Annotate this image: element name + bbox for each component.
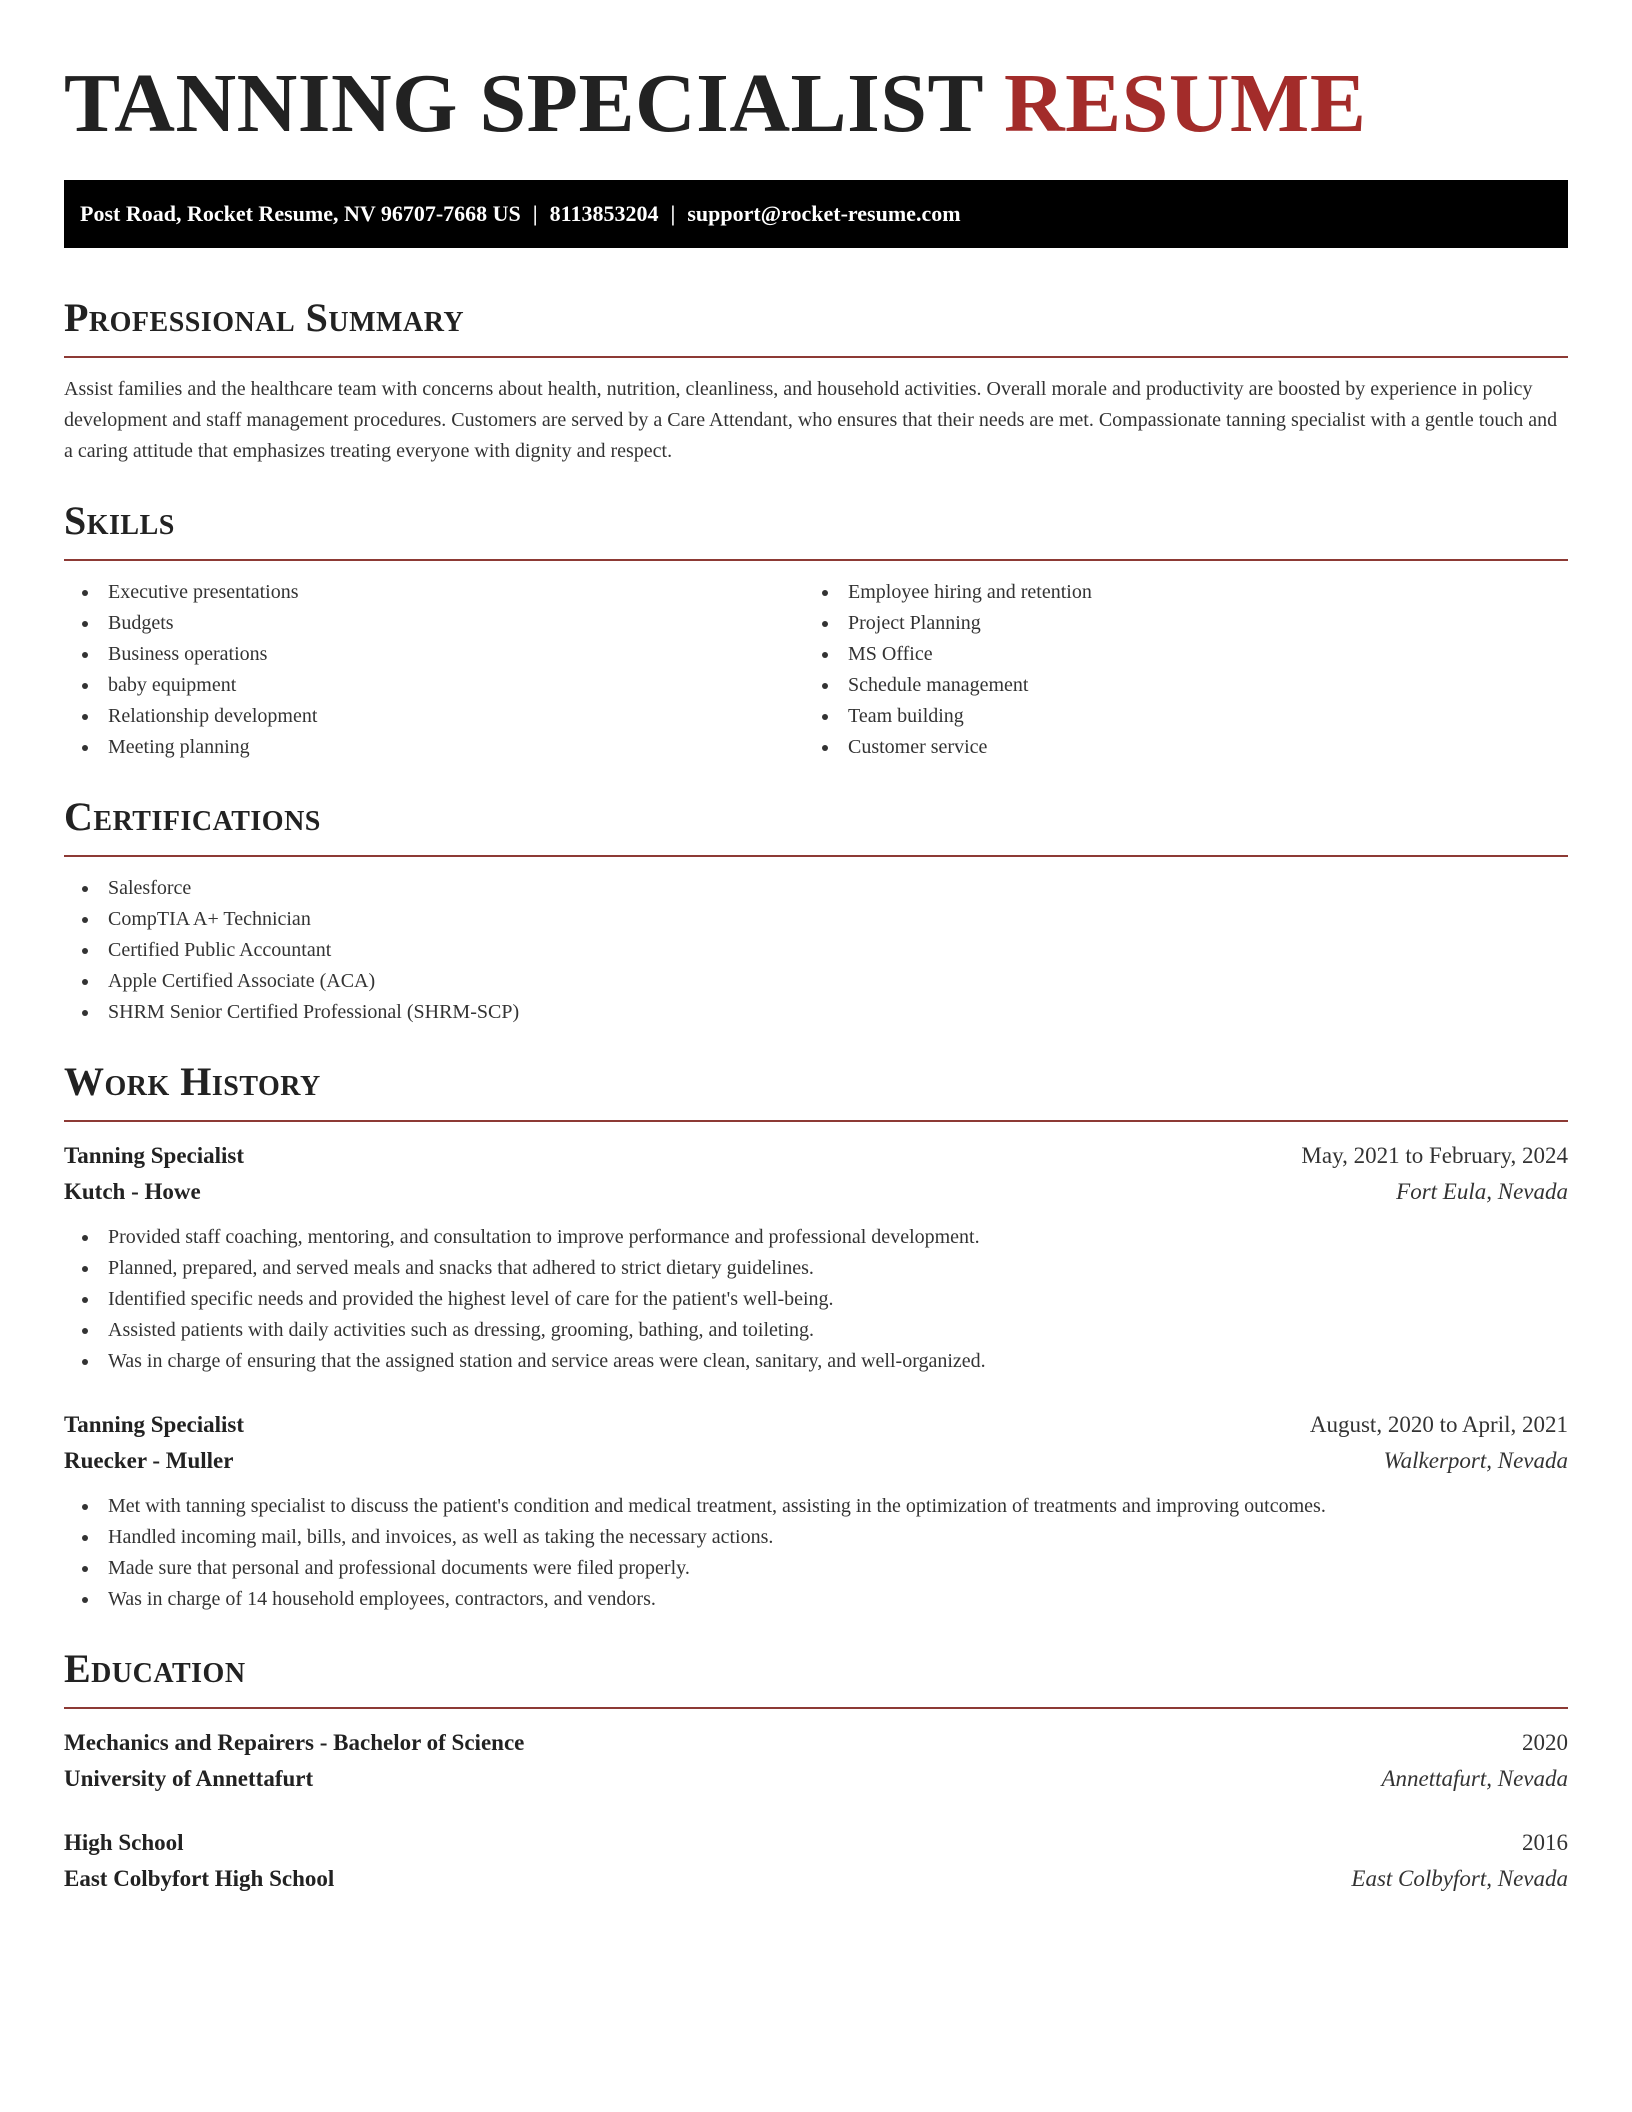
education-heading: Education (64, 1646, 246, 1691)
job-duty: Met with tanning specialist to discuss the patient's condition and medical treatment, assisting in the optimization of treatments and improving outcomes. (64, 1491, 1568, 1522)
certification-item: Apple Certified Associate (ACA) (64, 966, 1568, 997)
title-accent: RESUME (1003, 57, 1367, 150)
job-duty: Handled incoming mail, bills, and invoices, as well as taking the necessary actions. (64, 1522, 1568, 1553)
job-title: Tanning Specialist (64, 1143, 245, 1168)
contact-separator: | (670, 201, 676, 226)
work-history-section (64, 1058, 1568, 1615)
resume-title (64, 56, 1568, 152)
job-duty: Assisted patients with daily activities such as dressing, grooming, bathing, and toileting. (64, 1315, 1568, 1346)
skill-item: baby equipment (64, 670, 804, 701)
skill-item: Schedule management (804, 670, 1544, 701)
education-degree: Mechanics and Repairers - Bachelor of Science (64, 1730, 525, 1755)
contact-bar (64, 180, 1568, 248)
skill-item: Meeting planning (64, 732, 804, 763)
job-duty: Provided staff coaching, mentoring, and consultation to improve performance and professional development. (64, 1222, 1568, 1253)
education-degree-row (64, 1825, 1568, 1861)
work-history-heading: Work History (64, 1059, 321, 1104)
certification-item: SHRM Senior Certified Professional (SHRM-SCP) (64, 997, 1568, 1028)
job-entry (64, 1407, 1568, 1615)
education-school-row (64, 1761, 1568, 1797)
education-location: Annettafurt, Nevada (1381, 1766, 1568, 1791)
resume-page (64, 0, 1568, 1897)
education-entry (64, 1725, 1568, 1797)
education-entry (64, 1825, 1568, 1897)
job-dates: May, 2021 to February, 2024 (1301, 1143, 1568, 1168)
certification-item: CompTIA A+ Technician (64, 904, 1568, 935)
certifications-heading: Certifications (64, 794, 321, 839)
job-location: Walkerport, Nevada (1383, 1448, 1568, 1473)
education-location: East Colbyfort, Nevada (1351, 1866, 1568, 1891)
skills-list-right (804, 577, 1544, 763)
education-section (64, 1645, 1568, 1897)
skills-list-left (64, 577, 804, 763)
title-main: TANNING SPECIALIST (64, 57, 983, 150)
education-degree-row (64, 1725, 1568, 1761)
education-school: East Colbyfort High School (64, 1866, 335, 1891)
job-duty: Was in charge of ensuring that the assigned station and service areas were clean, sanitary, and well-organized. (64, 1346, 1568, 1377)
contact-address: Post Road, Rocket Resume, NV 96707-7668 US (80, 201, 521, 226)
job-duty: Planned, prepared, and served meals and snacks that adhered to strict dietary guidelines. (64, 1253, 1568, 1284)
certifications-list (64, 873, 1568, 1028)
job-header-row (64, 1407, 1568, 1443)
summary-section (64, 294, 1568, 467)
education-degree: High School (64, 1830, 184, 1855)
skill-item: Customer service (804, 732, 1544, 763)
summary-heading: Professional Summary (64, 295, 465, 340)
skill-item: Project Planning (804, 608, 1544, 639)
skill-item: Business operations (64, 639, 804, 670)
skill-item: Executive presentations (64, 577, 804, 608)
job-company-row (64, 1174, 1568, 1210)
skills-section (64, 497, 1568, 763)
job-company: Kutch - Howe (64, 1179, 201, 1204)
job-company-row (64, 1443, 1568, 1479)
job-duties-list (64, 1491, 1568, 1615)
job-entry (64, 1138, 1568, 1377)
education-school: University of Annettafurt (64, 1766, 314, 1791)
section-divider (64, 1707, 1568, 1709)
job-company: Ruecker - Muller (64, 1448, 234, 1473)
education-year: 2016 (1522, 1830, 1568, 1855)
job-title: Tanning Specialist (64, 1412, 245, 1437)
skills-columns (64, 561, 1568, 763)
skill-item: Relationship development (64, 701, 804, 732)
summary-text: Assist families and the healthcare team with concerns about health, nutrition, cleanliness, and household activities. Overall morale and productivity are boosted by experience in policy development and staff management procedures. Customers are served by a Care Attendant, who ensures that their needs are met. Compassionate tanning specialist with a gentle touch and a caring attitude that emphasizes treating everyone with dignity and respect. (64, 378, 1558, 462)
skill-item: Employee hiring and retention (804, 577, 1544, 608)
contact-phone: 8113853204 (549, 201, 659, 226)
contact-separator: | (532, 201, 538, 226)
section-divider (64, 356, 1568, 358)
education-school-row (64, 1861, 1568, 1897)
skills-heading: Skills (64, 498, 175, 543)
job-duties-list (64, 1222, 1568, 1377)
job-duty: Identified specific needs and provided the highest level of care for the patient's well-being. (64, 1284, 1568, 1315)
certification-item: Certified Public Accountant (64, 935, 1568, 966)
job-duty: Was in charge of 14 household employees, contractors, and vendors. (64, 1584, 1568, 1615)
section-divider (64, 1120, 1568, 1122)
skill-item: Team building (804, 701, 1544, 732)
certification-item: Salesforce (64, 873, 1568, 904)
education-year: 2020 (1522, 1730, 1568, 1755)
section-divider (64, 855, 1568, 857)
job-location: Fort Eula, Nevada (1396, 1179, 1568, 1204)
job-dates: August, 2020 to April, 2021 (1309, 1412, 1568, 1437)
job-header-row (64, 1138, 1568, 1174)
skill-item: MS Office (804, 639, 1544, 670)
certifications-section (64, 793, 1568, 1028)
job-duty: Made sure that personal and professional documents were filed properly. (64, 1553, 1568, 1584)
contact-email: support@rocket-resume.com (687, 201, 961, 226)
skill-item: Budgets (64, 608, 804, 639)
